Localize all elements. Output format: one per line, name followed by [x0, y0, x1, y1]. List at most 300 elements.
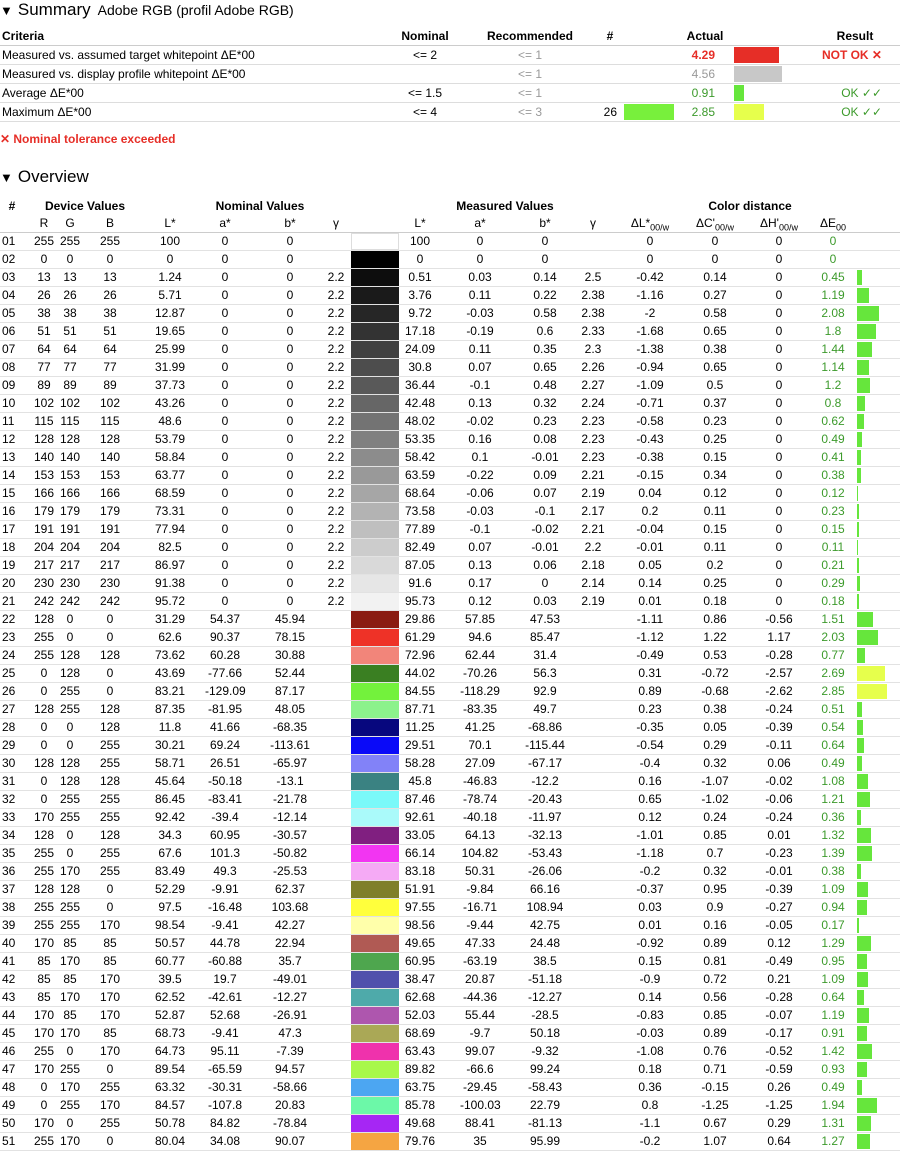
delta-e-bar	[857, 774, 868, 789]
delta-c: 0.05	[703, 720, 727, 734]
delta-h: -0.11	[765, 738, 793, 752]
delta-e-value: 1.08	[821, 774, 845, 788]
measured-l: 85.78	[404, 1098, 436, 1112]
measured-b: 0.06	[533, 558, 557, 572]
delta-h: -0.17	[765, 1026, 793, 1040]
delta-l: 0.15	[638, 954, 662, 968]
delta-e-bar	[857, 756, 862, 771]
delta-e-bar	[857, 630, 878, 645]
nominal-a: 26.51	[209, 756, 241, 770]
device-b: 170	[99, 1044, 121, 1058]
measured-l: 100	[409, 234, 431, 248]
nominal-b: 0	[286, 522, 294, 536]
nominal-b: 0	[286, 486, 294, 500]
row-index: 33	[2, 810, 16, 824]
nominal-b: 35.7	[278, 954, 302, 968]
device-g: 128	[59, 648, 81, 662]
device-b: 242	[99, 594, 121, 608]
color-swatch	[351, 305, 399, 322]
row-index: 32	[2, 792, 16, 806]
row-index: 17	[2, 522, 16, 536]
delta-e-bar	[857, 1008, 869, 1023]
delta-l: 0.14	[638, 990, 662, 1004]
measured-l: 97.55	[404, 900, 436, 914]
device-b: 0	[106, 612, 114, 626]
measured-gamma: 2.18	[581, 558, 605, 572]
nominal-b: 90.07	[274, 1134, 306, 1148]
distance-header-main: ΔC'	[696, 216, 715, 230]
data-row	[0, 791, 900, 809]
row-index: 26	[2, 684, 16, 698]
device-g: 128	[59, 432, 81, 446]
device-r: 85	[37, 972, 51, 986]
delta-l: 0.36	[638, 1080, 662, 1094]
measured-a: 70.1	[468, 738, 492, 752]
color-swatch	[351, 413, 399, 430]
measured-l: 63.43	[404, 1044, 436, 1058]
nominal-header: Nominal	[401, 29, 449, 43]
delta-e-bar	[857, 810, 861, 825]
data-row	[0, 359, 900, 377]
measured-a: -9.7	[469, 1026, 491, 1040]
nominal-a: -39.4	[211, 810, 239, 824]
delta-e-value: 0.41	[821, 450, 845, 464]
color-swatch	[351, 521, 399, 538]
delta-h: -0.06	[765, 792, 793, 806]
device-g: 170	[59, 954, 81, 968]
row-index: 29	[2, 738, 16, 752]
delta-c: 0.29	[703, 738, 727, 752]
device-b: 170	[99, 1098, 121, 1112]
nominal-l: 11.8	[158, 720, 182, 734]
overview-group-header	[0, 197, 900, 215]
delta-e-value: 1.27	[821, 1134, 845, 1148]
device-g: 0	[66, 828, 74, 842]
device-b: 0	[106, 252, 114, 266]
measured-l: 84.55	[404, 684, 436, 698]
measured-a: 104.82	[461, 846, 499, 860]
measured-l: 87.46	[404, 792, 436, 806]
device-r: 13	[37, 270, 51, 284]
data-row	[0, 917, 900, 935]
nominal-gamma: 2.2	[327, 342, 345, 356]
device-r: 255	[33, 630, 55, 644]
measured-gamma: 2.21	[581, 468, 605, 482]
row-index: 02	[2, 252, 16, 266]
summary-table	[0, 27, 900, 122]
row-index: 24	[2, 648, 16, 662]
delta-h: 0	[775, 432, 783, 446]
device-b: 128	[99, 720, 121, 734]
nominal-a: -9.41	[211, 918, 239, 932]
device-r: 102	[33, 396, 55, 410]
delta-e-value: 1.09	[821, 972, 845, 986]
color-swatch	[351, 683, 399, 700]
device-b: 0	[106, 666, 114, 680]
delta-l: 0.23	[638, 702, 662, 716]
delta-e-value: 0	[829, 252, 837, 266]
row-index: 30	[2, 756, 16, 770]
measured-l: 63.59	[404, 468, 436, 482]
delta-e-value: 0.29	[821, 576, 845, 590]
delta-e-value: 1.19	[821, 288, 845, 302]
device-r: 170	[33, 936, 55, 950]
device-r: 85	[37, 954, 51, 968]
measured-b: -12.27	[527, 990, 563, 1004]
nominal-b: -68.35	[272, 720, 308, 734]
nominal-b: 0	[286, 414, 294, 428]
color-swatch	[351, 575, 399, 592]
data-row	[0, 305, 900, 323]
color-swatch	[351, 1043, 399, 1060]
row-index: 36	[2, 864, 16, 878]
device-g: 0	[66, 846, 74, 860]
nominal-a: 0	[221, 540, 229, 554]
delta-c: 0	[711, 252, 719, 266]
delta-c: 0.15	[703, 450, 727, 464]
device-g: 0	[66, 630, 74, 644]
delta-e-bar	[857, 648, 865, 663]
row-index: 46	[2, 1044, 16, 1058]
delta-l: 0.12	[638, 810, 662, 824]
measured-b: 42.75	[529, 918, 561, 932]
delta-h: 0	[775, 378, 783, 392]
delta-c: 0.38	[703, 342, 727, 356]
device-r: 255	[33, 1044, 55, 1058]
nominal-gamma: 2.2	[327, 594, 345, 608]
device-b: 0	[106, 900, 114, 914]
device-r: 128	[33, 432, 55, 446]
device-g: 38	[63, 306, 77, 320]
delta-c: 1.22	[703, 630, 727, 644]
device-g: 255	[59, 792, 81, 806]
delta-h: 0.06	[767, 756, 791, 770]
device-b: 0	[106, 630, 114, 644]
measured-a: 57.85	[464, 612, 496, 626]
device-g: 0	[66, 1116, 74, 1130]
row-index: 34	[2, 828, 16, 842]
nominal-l: 100	[159, 234, 181, 248]
row-index: 09	[2, 378, 16, 392]
nominal-l: 25.99	[154, 342, 186, 356]
measured-b: -9.32	[531, 1044, 559, 1058]
recommended-value: <= 1	[517, 48, 543, 62]
measured-b: -11.97	[528, 810, 562, 824]
device-b: 0	[106, 684, 114, 698]
delta-e-value: 0.95	[821, 954, 845, 968]
measured-a: -40.18	[462, 810, 498, 824]
row-index: 16	[2, 504, 16, 518]
data-row	[0, 1133, 900, 1151]
nominal-b: 0	[286, 342, 294, 356]
expand-triangle-icon[interactable]: ▼	[0, 3, 13, 18]
measured-b: -26.06	[527, 864, 563, 878]
measured-a: -63.19	[462, 954, 498, 968]
nominal-a: 0	[221, 432, 229, 446]
color-swatch	[351, 953, 399, 970]
measured-l: 30.8	[408, 360, 432, 374]
delta-c: 0.67	[703, 1116, 727, 1130]
nominal-l: 60.77	[154, 954, 186, 968]
row-index: 04	[2, 288, 16, 302]
device-b: 128	[99, 432, 121, 446]
data-row	[0, 827, 900, 845]
device-r: 230	[33, 576, 55, 590]
nominal-b: 30.88	[274, 648, 306, 662]
device-g: 26	[63, 288, 77, 302]
delta-h: 0	[775, 522, 783, 536]
row-index: 37	[2, 882, 16, 896]
column-header: L*	[164, 216, 176, 230]
delta-c: 0.7	[706, 846, 724, 860]
measured-l: 11.25	[405, 720, 435, 734]
data-row	[0, 899, 900, 917]
delta-l: 0.31	[638, 666, 662, 680]
data-row	[0, 629, 900, 647]
measured-b: -28.5	[531, 1008, 559, 1022]
measured-a: -118.29	[460, 684, 500, 698]
data-row	[0, 683, 900, 701]
overview-heading[interactable]	[0, 167, 89, 187]
measured-l: 58.28	[404, 756, 436, 770]
measured-l: 79.76	[404, 1134, 436, 1148]
measured-l: 92.61	[404, 810, 436, 824]
color-swatch	[351, 341, 399, 358]
data-row	[0, 1007, 900, 1025]
device-b: 170	[99, 1008, 121, 1022]
measured-a: 0.03	[468, 270, 492, 284]
delta-l: 0.65	[638, 792, 662, 806]
measured-l: 52.03	[404, 1008, 436, 1022]
nominal-b: 0	[286, 252, 294, 266]
measured-b: 0.58	[533, 306, 557, 320]
device-r: 0	[40, 738, 48, 752]
device-r: 128	[33, 882, 55, 896]
delta-e-bar	[857, 792, 870, 807]
delta-c: 0.58	[703, 306, 727, 320]
device-b: 170	[99, 990, 121, 1004]
actual-value: 2.85	[691, 105, 715, 119]
nominal-l: 52.87	[154, 1008, 186, 1022]
device-g: 0	[66, 720, 74, 734]
measured-l: 68.69	[404, 1026, 436, 1040]
nominal-b: 0	[286, 396, 294, 410]
device-r: 140	[33, 450, 55, 464]
nominal-b: 0	[286, 594, 294, 608]
delta-e-value: 0.49	[821, 1080, 845, 1094]
distance-header-main: ΔL*	[630, 216, 651, 230]
nominal-l: 77.94	[154, 522, 186, 536]
measured-a: -9.84	[466, 882, 494, 896]
delta-h: 0	[775, 360, 783, 374]
measured-l: 66.14	[404, 846, 436, 860]
delta-h: 0.12	[767, 936, 791, 950]
delta-l: 0.04	[638, 486, 662, 500]
measured-gamma: 2.38	[581, 306, 605, 320]
actual-bar	[734, 85, 744, 101]
nominal-gamma: 2.2	[327, 414, 345, 428]
delta-e-value: 1.8	[824, 324, 842, 338]
expand-triangle-icon[interactable]: ▼	[0, 170, 13, 185]
data-row	[0, 1115, 900, 1133]
delta-h: 0	[775, 558, 783, 572]
device-b: 128	[99, 774, 121, 788]
color-swatch	[351, 863, 399, 880]
nominal-gamma: 2.2	[327, 558, 345, 572]
delta-c: 0.85	[703, 1008, 727, 1022]
device-r: 170	[33, 1008, 55, 1022]
delta-l: 0	[646, 234, 654, 248]
nominal-a: 84.82	[209, 1116, 241, 1130]
measured-b: 24.48	[529, 936, 561, 950]
device-b: 255	[99, 864, 121, 878]
measured-a: 64.13	[464, 828, 496, 842]
data-row	[0, 755, 900, 773]
device-g: 255	[59, 234, 81, 248]
measured-a: 94.6	[468, 630, 492, 644]
distance-header-sub: 00	[836, 222, 847, 233]
row-index: 39	[2, 918, 16, 932]
delta-e-bar	[857, 990, 864, 1005]
measured-l: 82.49	[404, 540, 436, 554]
delta-c: 0.86	[703, 612, 727, 626]
delta-c: 0.89	[703, 1026, 727, 1040]
row-index: 40	[2, 936, 16, 950]
nominal-l: 1.24	[158, 270, 182, 284]
measured-l: 45.8	[408, 774, 432, 788]
measured-b: -20.43	[527, 792, 563, 806]
nominal-a: 0	[221, 450, 229, 464]
measured-a: 0.12	[468, 594, 492, 608]
delta-l: -0.04	[636, 522, 664, 536]
measured-a: -44.36	[462, 990, 498, 1004]
delta-h: -2.62	[765, 684, 793, 698]
device-r: 51	[37, 324, 51, 338]
delta-e-bar	[857, 594, 859, 609]
measured-b: 0	[541, 234, 549, 248]
nominal-a: -107.8	[207, 1098, 243, 1112]
nominal-l: 39.5	[158, 972, 182, 986]
nominal-a: -42.61	[207, 990, 243, 1004]
delta-e-value: 1.94	[821, 1098, 845, 1112]
device-b: 255	[99, 846, 121, 860]
delta-e-value: 1.39	[821, 846, 845, 860]
measured-l: 24.09	[404, 342, 436, 356]
nominal-b: 62.37	[274, 882, 306, 896]
result-header: Result	[836, 29, 874, 43]
nominal-a: 0	[221, 396, 229, 410]
actual-header: Actual	[686, 29, 724, 43]
measured-b: 0.32	[533, 396, 557, 410]
device-b: 255	[99, 1080, 121, 1094]
nominal-b: 0	[286, 432, 294, 446]
measured-l: 42.48	[404, 396, 436, 410]
nominal-a: 0	[221, 486, 229, 500]
delta-c: 0.89	[703, 936, 727, 950]
device-b: 170	[99, 972, 121, 986]
delta-e-bar	[857, 1134, 870, 1149]
data-row	[0, 431, 900, 449]
measured-b: 0.14	[533, 270, 557, 284]
measured-a: 0	[476, 234, 484, 248]
column-header: b*	[284, 216, 296, 230]
delta-c: 0.27	[703, 288, 727, 302]
nominal-l: 58.71	[154, 756, 186, 770]
color-swatch	[351, 1025, 399, 1042]
nominal-a: -50.18	[207, 774, 243, 788]
criteria-label: Maximum ΔE*00	[2, 105, 92, 119]
delta-h: 0	[775, 306, 783, 320]
measured-gamma: 2.3	[584, 342, 602, 356]
delta-e-value: 1.42	[821, 1044, 845, 1058]
device-b: 115	[100, 414, 120, 428]
device-r: 0	[40, 1098, 48, 1112]
data-row	[0, 737, 900, 755]
device-g: 255	[59, 900, 81, 914]
actual-value: 4.56	[691, 67, 715, 81]
device-g: 0	[66, 612, 74, 626]
nominal-a: 52.68	[209, 1008, 241, 1022]
color-distance-header: Color distance	[708, 199, 792, 213]
delta-h: 0	[775, 468, 783, 482]
measured-l: 33.05	[404, 828, 436, 842]
color-swatch	[351, 1061, 399, 1078]
delta-l: -0.38	[636, 450, 664, 464]
distance-header-sub: 00/w	[650, 222, 670, 233]
delta-h: 0.01	[767, 828, 791, 842]
delta-e-value: 1.19	[821, 1008, 845, 1022]
delta-e-value: 0.51	[821, 702, 845, 716]
color-swatch	[351, 593, 399, 610]
delta-c: 0.95	[703, 882, 727, 896]
measured-b: 56.3	[533, 666, 557, 680]
nominal-a: 41.66	[209, 720, 241, 734]
delta-e-bar	[857, 666, 885, 681]
device-r: 170	[33, 810, 55, 824]
summary-heading[interactable]	[0, 0, 294, 20]
nominal-gamma: 2.2	[327, 540, 345, 554]
row-index: 14	[2, 468, 16, 482]
delta-c: 0.72	[703, 972, 727, 986]
delta-l: -1.01	[636, 828, 664, 842]
delta-c: 0.81	[703, 954, 727, 968]
data-row	[0, 521, 900, 539]
device-r: 170	[33, 1062, 55, 1076]
delta-h: -0.39	[765, 720, 793, 734]
delta-e-value: 0.94	[821, 900, 845, 914]
measured-l: 68.64	[404, 486, 436, 500]
delta-e-value: 0.77	[821, 648, 845, 662]
measured-gamma: 2.19	[581, 594, 605, 608]
device-b: 191	[99, 522, 121, 536]
nominal-a: -81.95	[207, 702, 243, 716]
device-g: 77	[63, 360, 77, 374]
delta-l: -0.43	[636, 432, 664, 446]
measured-l: 44.02	[404, 666, 436, 680]
data-row	[0, 269, 900, 287]
nominal-a: 0	[221, 504, 229, 518]
measured-a: -46.83	[462, 774, 498, 788]
color-swatch	[351, 791, 399, 808]
delta-h: 0.64	[767, 1134, 791, 1148]
nominal-value: <= 2	[412, 48, 438, 62]
device-g: 242	[59, 594, 81, 608]
measured-b: 85.47	[529, 630, 561, 644]
nominal-l: 5.71	[158, 288, 182, 302]
measured-gamma: 2.38	[581, 288, 605, 302]
device-r: 255	[33, 900, 55, 914]
measured-l: 38.47	[404, 972, 436, 986]
